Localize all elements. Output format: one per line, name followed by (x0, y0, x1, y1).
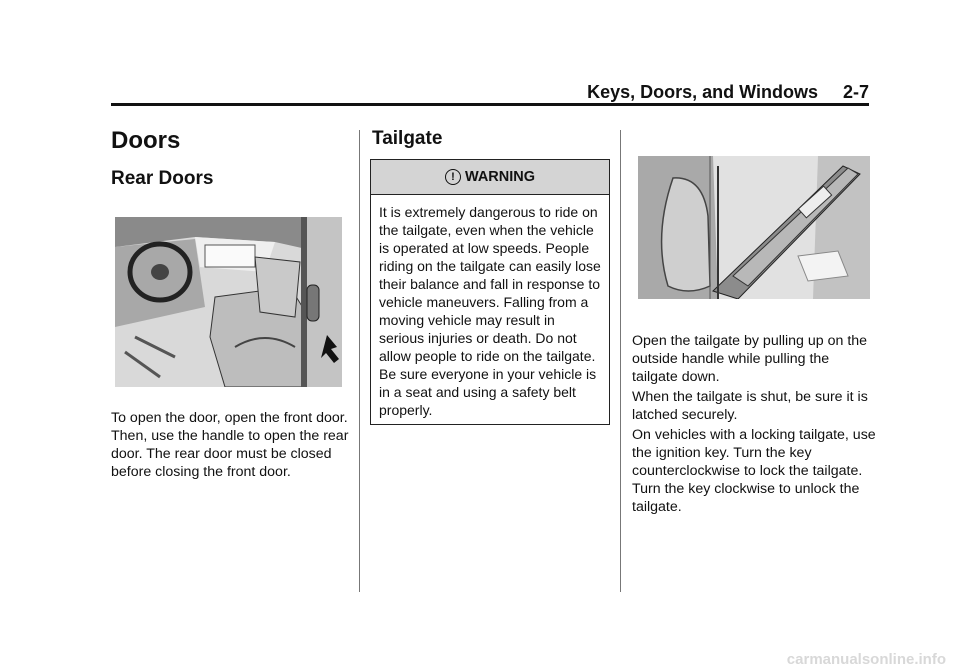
warning-header (371, 160, 609, 195)
watermark: carmanualsonline.info (786, 651, 946, 668)
warning-box (370, 159, 610, 425)
subsection-title-rear-doors: Rear Doors (111, 168, 214, 189)
tailgate-illustration (638, 156, 870, 299)
tailgate-open-paragraph: Open the tailgate by pulling up on the outside handle while pulling the tailgate down. (632, 333, 868, 385)
header-section-title: Keys, Doors, and Windows (587, 82, 818, 102)
section-title-tailgate: Tailgate (372, 128, 443, 149)
tailgate-latch-paragraph: When the tailgate is shut, be sure it is latched securely. (632, 389, 868, 423)
header-rule (111, 103, 869, 106)
warning-label: WARNING (464, 169, 536, 185)
section-title-doors: Doors (111, 127, 181, 154)
warning-icon: ! (445, 169, 461, 185)
tailgate-lock-paragraph: On vehicles with a locking tailgate, use the ignition key. Turn the key counterclockwise to lock the tailgate. Turn the key clockwise to unlock the tailgate. (632, 427, 876, 515)
header-page-number: 2-7 (842, 82, 869, 102)
warning-text: It is extremely dangerous to ride on the tailgate, even when the vehicle is operated at low speeds. People riding on the tailgate can easily lose their balance and fall in response to vehicle maneuvers. Falling from a moving vehicle may result in serious injuries or death. Do not allow people to ride on the tailgate. Be sure everyone in your vehicle is in a seat and using a safety belt properly. (379, 204, 601, 418)
rear-door-interior-illustration (115, 217, 342, 387)
running-header (587, 82, 869, 103)
column-divider-left (359, 130, 360, 592)
rear-doors-paragraph: To open the door, open the front door. Then, use the handle to open the rear door. The rear door must be closed before closing the front door. (111, 410, 349, 480)
column-divider-right (620, 130, 621, 592)
